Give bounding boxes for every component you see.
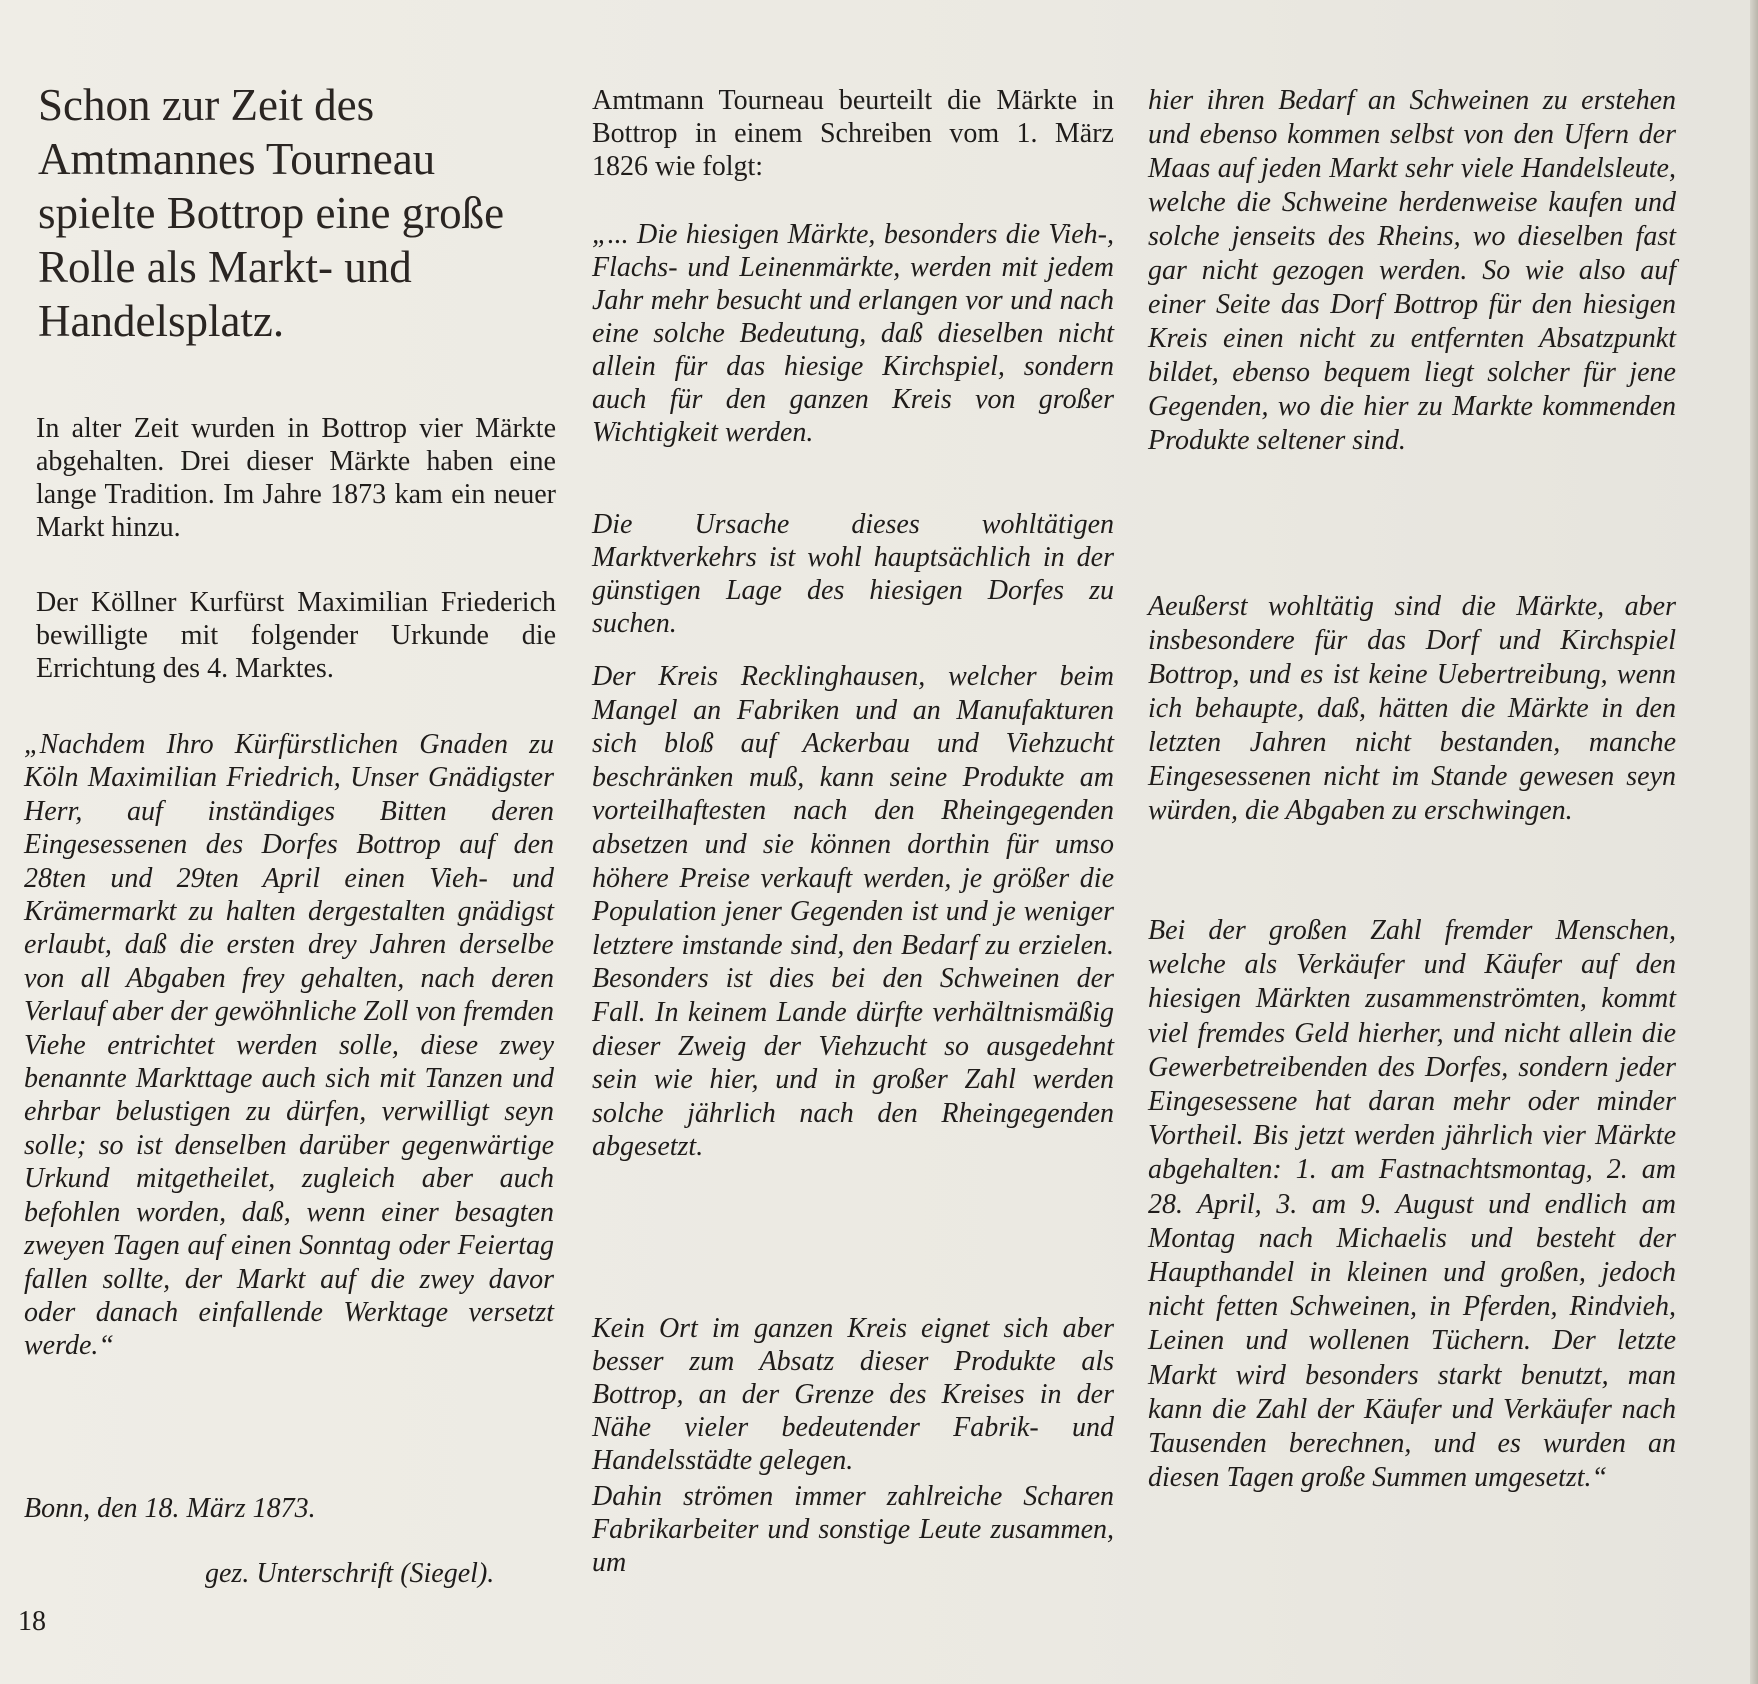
quote-fremde-menschen: Bei der großen Zahl fremder Menschen, welche als Verkäufer und Käufer auf den hiesigen Märkten zusammenströmten, kommt viel fremdes Geld hierher, und nicht allein die Gewerbetreibenden des Dorfes, sondern jeder Eingesessene hat daran mehr oder minder Vortheil. Bis jetzt werden jährlich vier Märkte abgehalten: 1. am Fastnachtsmontag, 2. am 28. April, 3. am 9. August und endlich am Montag nach Michaelis und besteht der Haupthandel in kleinen und großen, jedoch nicht fetten Schweinen, in Pferden, Rindvieh, Leinen und wollenen Tüchern. Der letzte Markt wird besonders starkt benutzt, man kann die Zahl der Käufer und Verkäufer nach Tausenden berechnen, und es wurden an diesen Tagen große Summen umgesetzt.“ bbox=[1148, 915, 1676, 1494]
quote-kein-ort: Kein Ort im ganzen Kreis eignet sich aber besser zum Absatz dieser Produkte als Bottrop, an der Grenze des Kreises in der Nähe vieler bedeutender Fabrik- und Handelsstädte gelegen. bbox=[592, 1313, 1114, 1476]
quote-urkunde: „Nachdem Ihro Kürfürstlichen Gnaden zu Köln Maximilian Friedrich, Unser Gnädigster Herr, auf inständiges Bitten deren Eingesessenen des Dorfes Bottrop auf den 28ten und 29ten April einen Vieh- und Krämermarkt zu halten dergestalten gnädigst erlaubt, daß die ersten drey Jahren derselbe von all Abgaben frey gehalten, nach deren Verlauf aber der gewöhnliche Zoll von fremden Viehe entrichtet werden solle, diese zwey benannte Markttage auch sich mit Tanzen und ehrbar belustigen zu dürfen, verwilligt seyn solle; so ist denselben darüber gegenwärtige Urkund mitgetheilet, zugleich aber auch befohlen worden, daß, wenn einer besagten zweyen Tagen auf einen Sonntag oder Feiertag fallen sollte, der Markt auf die zwey davor oder danach einfallende Werktage versetzt werde.“ bbox=[24, 729, 554, 1362]
signature-line: gez. Unterschrift (Siegel). bbox=[205, 1558, 495, 1589]
page-heading: Schon zur Zeit des Amtmannes Tourneau spielte Bottrop eine große Rolle als Markt- und Handelsplatz. bbox=[38, 80, 505, 346]
quote-date: Bonn, den 18. März 1873. bbox=[24, 1493, 316, 1524]
quote-ursache: Die Ursache dieses wohltätigen Marktverkehrs ist wohl hauptsächlich in der günstigen Lage des hiesigen Dorfes zu suchen. bbox=[592, 509, 1114, 639]
paragraph-tourneau: Amtmann Tourneau beurteilt die Märkte in Bottrop in einem Schreiben vom 1. März 1826 wie folgt: bbox=[592, 85, 1114, 182]
quote-maerkte: „... Die hiesigen Märkte, besonders die Vieh-, Flachs- und Leinenmärkte, werden mit jedem Jahr mehr besucht und erlangen vor und nach eine solche Bedeutung, daß dieselben nicht allein für das hiesige Kirchspiel, sondern auch für den ganzen Kreis von großer Wichtigkeit werden. bbox=[592, 219, 1114, 448]
quote-wohltaetig: Aeußerst wohltätig sind die Märkte, aber insbesondere für das Dorf und Kirchspiel Bottrop, und es ist keine Uebertreibung, wenn ich behaupte, daß, hätten die Märkte in den letzten Jahren nicht bestanden, manche Eingesessenen nicht im Stande gewesen seyn würden, die Abgaben zu erschwingen. bbox=[1148, 591, 1676, 826]
page-number: 18 bbox=[18, 1606, 46, 1637]
quote-recklinghausen: Der Kreis Recklinghausen, welcher beim Mangel an Fabriken und an Manufakturen sich bloß auf Ackerbau und Viehzucht beschränken muß, kann seine Produkte am vorteilhaftesten nach den Rheingegenden absetzen und sie können dorthin für umso höhere Preise verkauft werden, je größer die Population jener Gegenden ist und je weniger letztere imstande sind, den Bedarf zu erzielen. Besonders ist dies bei den Schweinen der Fall. In keinem Lande dürfte verhältnismäßig dieser Zweig der Viehzucht so ausgedehnt sein wie hier, und in großer Zahl werden solche jährlich nach den Rheingegenden abgesetzt. bbox=[592, 661, 1114, 1163]
paragraph-intro: In alter Zeit wurden in Bottrop vier Märkte abgehalten. Drei dieser Märkte haben eine lange Tradition. Im Jahre 1873 kam ein neuer Markt hinzu. bbox=[36, 413, 556, 543]
paragraph-kurfuerst: Der Köllner Kurfürst Maximilian Friederich bewilligte mit folgender Urkunde die Errichtung des 4. Marktes. bbox=[36, 587, 556, 684]
quote-dahin: Dahin strömen immer zahlreiche Scharen Fabrikarbeiter und sonstige Leute zusammen, um bbox=[592, 1481, 1114, 1578]
book-spine-edge bbox=[1750, 0, 1758, 1684]
quote-bedarf: hier ihren Bedarf an Schweinen zu erstehen und ebenso kommen selbst von den Ufern der Maas auf jeden Markt sehr viele Handelsleute, welche die Schweine herdenweise kaufen und solche jenseits des Rheins, wo dieselben fast gar nicht gezogen werden. So wie also auf einer Seite das Dorf Bottrop für den hiesigen Kreis einen nicht zu entfernten Absatzpunkt bildet, ebenso bequem liegt solcher für jene Gegenden, wo die hier zu Markte kommenden Produkte seltener sind. bbox=[1148, 85, 1676, 456]
